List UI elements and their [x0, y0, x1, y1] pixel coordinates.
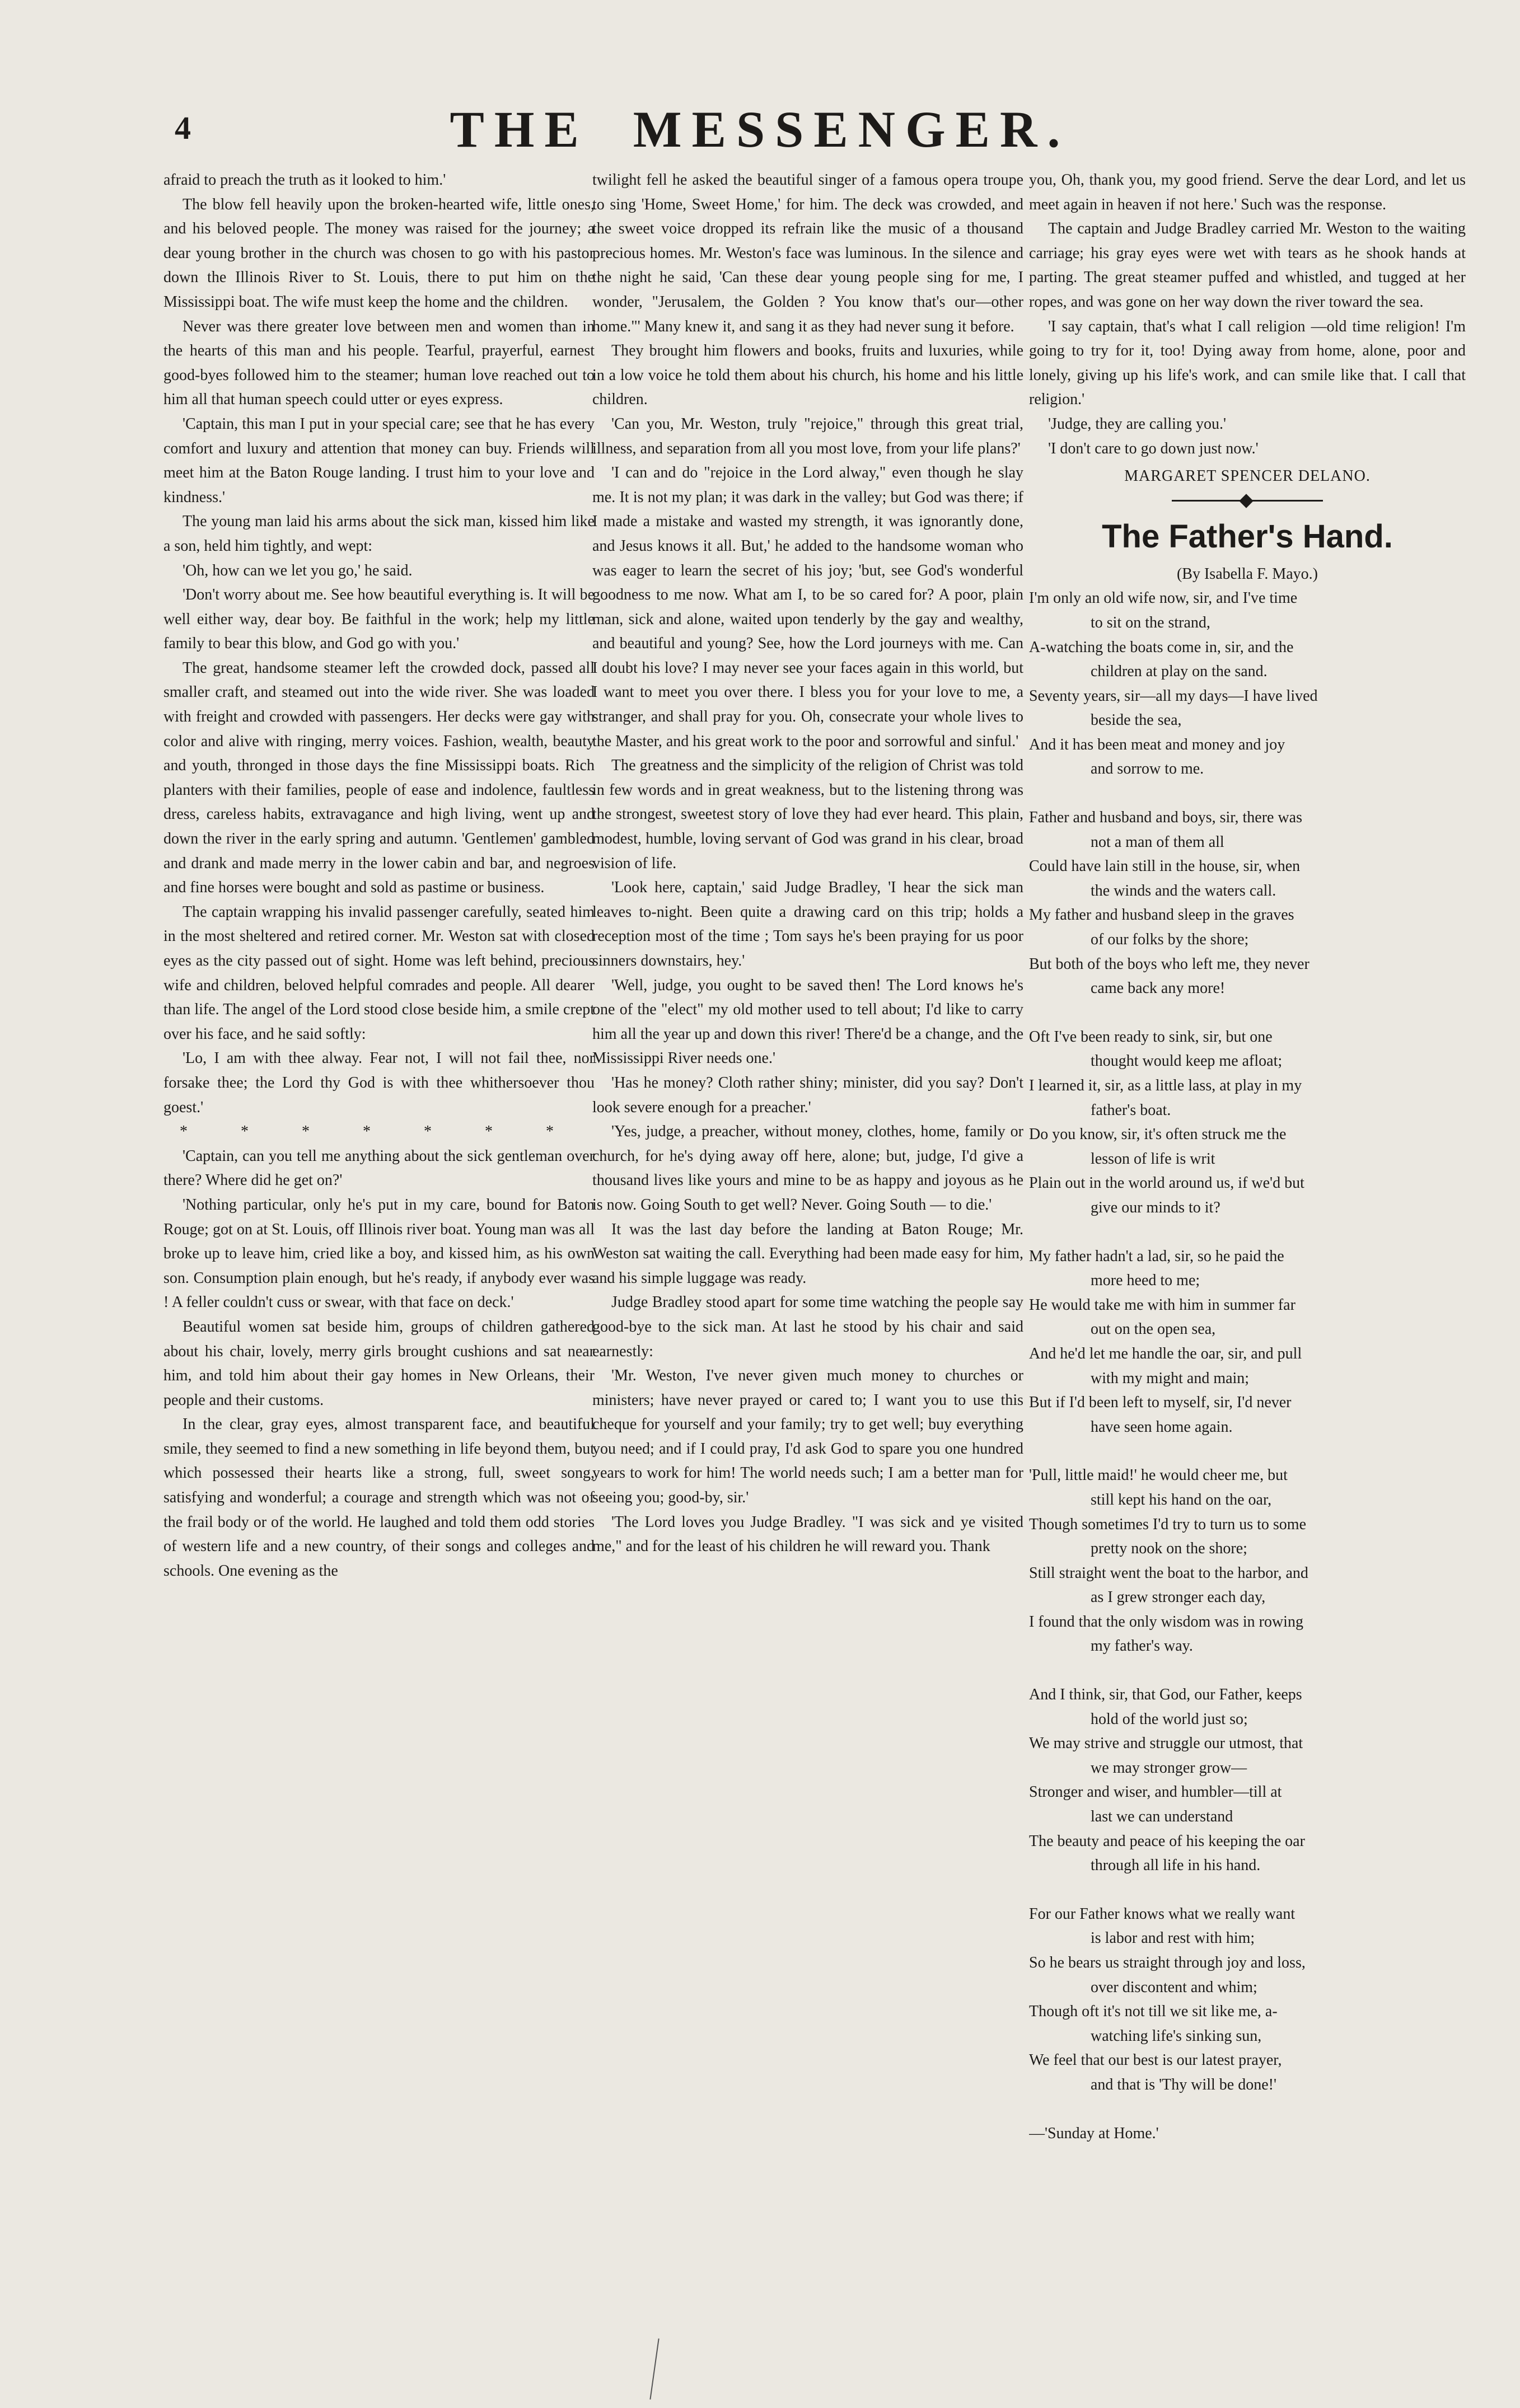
poem-stanza	[1029, 586, 1466, 781]
poem-line: Though oft it's not till we sit like me, a-	[1029, 2003, 1278, 2021]
section-divider	[1172, 500, 1323, 502]
poem-line: And I think, sir, that God, our Father, keeps	[1029, 1686, 1302, 1704]
masthead-title: THE MESSENGER.	[450, 101, 1070, 158]
column-3	[1029, 168, 1466, 2379]
poem-line: Though sometimes I'd try to turn us to some	[1029, 1515, 1307, 1533]
poem-line: Seventy years, sir—all my days—I have lived	[1029, 687, 1318, 705]
poem-stanza	[1029, 805, 1466, 1001]
poem-source: —'Sunday at Home.'	[1029, 2124, 1159, 2142]
poem-line-continuation: and that is 'Thy will be done!'	[1091, 2076, 1277, 2093]
article-paragraph: 'Mr. Weston, I've never given much money to churches or ministers; have never prayed or cared to; I want you to use this cheque for yourself and your family; try to get well; buy everything you need; and if I could pray, I'd ask God to spare you one hundred years to work for him! The world needs such; I am a better man for seeing you; good-by, sir.'	[592, 1367, 1023, 1507]
poem-line: We feel that our best is our latest prayer,	[1029, 2051, 1282, 2069]
poem-line-continuation: beside the sea,	[1091, 711, 1182, 729]
poem-line: And it has been meat and money and joy	[1029, 735, 1285, 753]
poem-line-continuation: watching life's sinking sun,	[1091, 2027, 1262, 2045]
article-paragraph: you, Oh, thank you, my good friend. Serve the dear Lord, and let us meet again in heaven if not here.' Such was the response.	[1029, 171, 1466, 213]
poem-stanza	[1029, 1683, 1466, 1878]
article-paragraph: It was the last day before the landing at Baton Rouge; Mr. Weston sat waiting the call. Everything had been made easy for him, and his simple luggage was ready.	[592, 1220, 1023, 1287]
poem-line-continuation: more heed to me;	[1091, 1272, 1200, 1290]
poem-line: He would take me with him in summer far	[1029, 1296, 1295, 1314]
poem-line: Still straight went the boat to the harbor, and	[1029, 1564, 1308, 1582]
article-paragraph: The captain wrapping his invalid passenger carefully, seated him in the most sheltered and retired corner. Mr. Weston sat with closed eyes as the city passed out of sight. Home was left behind, precious wife and children, beloved helpful comrades and people. All dearer than life. The angel of the Lord stood close beside him, a smile crept over his face, and he said softly:	[163, 903, 595, 1043]
article-paragraph: 'The Lord loves you Judge Bradley. "I was sick and ye visited me," and for the least of his children he will reward you. Thank	[592, 1513, 1023, 1556]
poem-line: A-watching the boats come in, sir, and the	[1029, 638, 1294, 656]
poem-line: Do you know, sir, it's often struck me the	[1029, 1126, 1287, 1144]
poem-line-continuation: out on the open sea,	[1091, 1320, 1216, 1338]
article-paragraph: 'Captain, this man I put in your special care; see that he has every comfort and luxury and attention that money can buy. Friends will meet him at the Baton Rouge landing. I trust him to your love and kindness.'	[163, 415, 595, 506]
poem-line-continuation: through all life in his hand.	[1091, 1857, 1261, 1875]
poem-stanza	[1029, 1244, 1466, 1440]
article-paragraph: 'Look here, captain,' said Judge Bradley, 'I hear the sick man leaves to-night. Been quite a drawing card on this trip; holds a reception most of the time ; Tom says he's been praying for us poor sinners downstairs, hey.'	[592, 879, 1023, 969]
article-paragraph: The captain and Judge Bradley carried Mr. Weston to the waiting carriage; his gray eyes were wet with tears as he shook hands at parting. The great steamer puffed and whistled, and tugged at her ropes, and was gone on her way down the river toward the sea.	[1029, 220, 1466, 311]
poem-stanza	[1029, 1902, 1466, 2097]
section-break: * * * * * * *	[180, 1123, 578, 1141]
poem-line: I found that the only wisdom was in rowing	[1029, 1613, 1303, 1631]
article-paragraph: 'Captain, can you tell me anything about the sick gentleman over there? Where did he get on?'	[163, 1147, 595, 1189]
article-paragraph: 'Nothing particular, only he's put in my care, bound for Baton Rouge; got on at St. Louis, off Illinois river boat. Young man was all broke up to leave him, cried like a boy, and kissed him, as his own son. Consumption plain enough, but he's ready, if anybody ever was ! A feller couldn't cuss or swear, with that face on deck.'	[163, 1196, 595, 1311]
article-paragraph: 'Don't worry about me. See how beautiful everything is. It will be well either way, dear boy. Be faithful in the work; help my little family to bear this blow, and God go with you.'	[163, 586, 595, 653]
poem-line-continuation: of our folks by the shore;	[1091, 931, 1249, 949]
poem-stanza	[1029, 1025, 1466, 1220]
article-paragraph: The blow fell heavily upon the broken-hearted wife, little ones, and his beloved people. The money was raised for the journey; a dear young brother in the church was chosen to go with his pastor down the Illinois River to St. Louis, there to put him on the Mississippi boat. The wife must keep the home and the children.	[163, 195, 595, 311]
article-paragraph: 'Oh, how can we let you go,' he said.	[183, 561, 413, 579]
poem-line: But both of the boys who left me, they never	[1029, 955, 1309, 973]
column-1	[163, 168, 595, 2379]
poem-line-continuation: not a man of them all	[1091, 833, 1224, 851]
poem-line-continuation: have seen home again.	[1091, 1418, 1233, 1436]
poem-line-continuation: as I grew stronger each day,	[1091, 1589, 1266, 1606]
poem-line: I'm only an old wife now, sir, and I've time	[1029, 589, 1298, 607]
article-paragraph: 'I can and do "rejoice in the Lord alway," even though he slay me. It is not my plan; it was dark in the valley; but God was there; if I made a mistake and wasted my strength, it was ignorantly done, and Jesus knows it all. But,' he added to the handsome woman who was eager to learn the secret of his joy; 'but, see God's wonderful goodness to me now. What am I, to be so cared for? A poor, plain man, sick and alone, waited upon tenderly by the gay and wealthy, and beautiful and young? See, how the Lord journeys with me. Can I doubt his love? I may never see your faces again in this world, but I want to meet you over there. I bless you for your love to me, a stranger, and shall pray for you. Oh, consecrate your whole lives to the Master, and his great work to the poor and sorrowful and sinful.'	[592, 464, 1023, 750]
poem-line: But if I'd been left to myself, sir, I'd never	[1029, 1394, 1292, 1412]
poem-line: So he bears us straight through joy and loss,	[1029, 1954, 1306, 1971]
poem-line: Could have lain still in the house, sir, when	[1029, 858, 1301, 875]
article-paragraph: 'I say captain, that's what I call religion —old time religion! I'm going to try for it, too! Dying away from home, alone, poor and lonely, giving up his life's work, and can smile like that. I call that religion.'	[1029, 317, 1466, 409]
poem-line-continuation: thought would keep me afloat;	[1091, 1052, 1283, 1070]
poem-byline: (By Isabella F. Mayo.)	[1176, 565, 1318, 583]
poem-line: We may strive and struggle our utmost, that	[1029, 1735, 1303, 1753]
column-2	[592, 168, 1023, 2379]
poem-title: The Father's Hand.	[1102, 518, 1393, 555]
poem-stanza	[1029, 1463, 1466, 1659]
page-number: 4	[175, 110, 191, 146]
article-paragraph: 'Judge, they are calling you.'	[1048, 415, 1226, 433]
poem-line-continuation: is labor and rest with him;	[1091, 1929, 1255, 1947]
poem-line: My father and husband sleep in the graves	[1029, 906, 1294, 924]
poem-line-continuation: give our minds to it?	[1091, 1198, 1220, 1216]
article-paragraph: 'Has he money? Cloth rather shiny; minister, did you say? Don't look severe enough for a preacher.'	[592, 1074, 1023, 1116]
poem-line-continuation: pretty nook on the shore;	[1091, 1540, 1247, 1558]
poem-line-continuation: the winds and the waters call.	[1091, 882, 1276, 900]
poem-line-continuation: lesson of life is writ	[1091, 1150, 1215, 1168]
poem-line: For our Father knows what we really want	[1029, 1905, 1295, 1923]
poem-body	[1029, 586, 1466, 2097]
article-paragraph: afraid to preach the truth as it looked to him.'	[163, 171, 446, 189]
article-paragraph: In the clear, gray eyes, almost transparent face, and beautiful smile, they seemed to find a new something in life beyond them, but which possessed their hearts like a strong, full, sweet song, satisfying and wonderful; a courage and strength which was not of the frail body or of the world. He laughed and told them odd stories of western life and a new country, of their songs and colleges and schools. One evening as the	[163, 1416, 595, 1580]
article-paragraph: The great, handsome steamer left the crowded dock, passed all smaller craft, and steamed out into the wide river. She was loaded with freight and crowded with passengers. Her decks were gay with color and alive with ringing, merry voices. Fashion, wealth, beauty and youth, thronged in those days the fine Mississippi boats. Rich planters with their families, people of ease and indolence, faultless dress, careless habits, extravagance and high living, went up and down the river in the early spring and autumn. 'Gentlemen' gambled and drank and made merry in the lower cabin and bar, and negroes and fine horses were bought and sold as pastime or business.	[163, 659, 595, 897]
article-paragraph: 'Can you, Mr. Weston, truly "rejoice," through this great trial, illness, and separation from all you most love, from your life plans?'	[592, 415, 1023, 457]
poem-line: Plain out in the world around us, if we'd but	[1029, 1174, 1304, 1192]
poem-line-continuation: still kept his hand on the oar,	[1091, 1491, 1272, 1508]
poem-line: The beauty and peace of his keeping the oar	[1029, 1832, 1305, 1850]
poem-line-continuation: father's boat.	[1091, 1101, 1171, 1119]
poem-line: 'Pull, little maid!' he would cheer me, but	[1029, 1467, 1288, 1484]
article-paragraph: Never was there greater love between men and women than in the hearts of this man and his people. Tearful, prayerful, earnest good-byes followed him to the steamer; human love reached out to him all that human speech could utter or eyes express.	[163, 317, 595, 409]
poem-line: I learned it, sir, as a little lass, at play in my	[1029, 1077, 1302, 1094]
poem-line-continuation: over discontent and whim;	[1091, 1978, 1257, 1996]
article-paragraph: twilight fell he asked the beautiful singer of a famous opera troupe to sing 'Home, Sweet Home,' for him. The deck was crowded, and the sweet voice dropped its refrain like the music of a thousand precious homes. Mr. Weston's face was luminous. In the silence and the night he said, 'Can these dear young people sing for me, I wonder, "Jerusalem, the Golden ? You know that's our—other home."' Many knew it, and sang it as they had never sung it before.	[592, 171, 1023, 335]
article-paragraph: The young man laid his arms about the sick man, kissed him like a son, held him tightly, and wept:	[163, 513, 595, 555]
article-paragraph: The greatness and the simplicity of the religion of Christ was told in few words and in great weakness, but to the listening throng was the strongest, sweetest story of love they had ever heard. This plain, modest, humble, loving servant of God was grand in his clear, broad vision of life.	[592, 757, 1023, 872]
poem-line: And he'd let me handle the oar, sir, and pull	[1029, 1344, 1302, 1362]
article-paragraph: 'I don't care to go down just now.'	[1048, 439, 1259, 457]
poem-line: Father and husband and boys, sir, there was	[1029, 809, 1302, 827]
poem-line: Stronger and wiser, and humbler—till at	[1029, 1783, 1282, 1801]
poem-line-continuation: to sit on the strand,	[1091, 613, 1210, 631]
poem-line-continuation: children at play on the sand.	[1091, 663, 1268, 681]
article-paragraph: They brought him flowers and books, fruits and luxuries, while in a low voice he told them about his church, his home and his little children.	[592, 342, 1023, 409]
article-paragraph: 'Lo, I am with thee alway. Fear not, I will not fail thee, nor forsake thee; the Lord thy God is with thee whithersoever thou goest.'	[163, 1050, 595, 1116]
poem-line-continuation: came back any more!	[1091, 980, 1226, 997]
article-paragraph: 'Yes, judge, a preacher, without money, clothes, home, family or church, for he's dying away off here, alone; but, judge, I'd give a thousand lives like yours and mine to be as happy and joyous as he is now. Going South to get well? Never. Going South — to die.'	[592, 1123, 1023, 1214]
article-paragraph: 'Well, judge, you ought to be saved then! The Lord knows he's one of the "elect" my old mother used to tell about; I'd like to carry him all the year up and down this river! There'd be a change, and the Mississippi River needs one.'	[592, 976, 1023, 1067]
poem-line-continuation: last we can understand	[1091, 1808, 1233, 1826]
poem-line-continuation: and sorrow to me.	[1091, 760, 1204, 778]
poem-line-continuation: with my might and main;	[1091, 1369, 1250, 1387]
poem-line-continuation: hold of the world just so;	[1091, 1710, 1248, 1728]
poem-line: My father hadn't a lad, sir, so he paid the	[1029, 1247, 1284, 1265]
article-paragraph: Judge Bradley stood apart for some time watching the people say good-bye to the sick man. At last he stood by his chair and said earnestly:	[592, 1294, 1023, 1360]
poem-line: Oft I've been ready to sink, sir, but one	[1029, 1028, 1273, 1046]
author-signature: MARGARET SPENCER DELANO.	[1124, 467, 1371, 485]
poem-line-continuation: we may stronger grow—	[1091, 1759, 1247, 1777]
poem-line-continuation: my father's way.	[1091, 1637, 1193, 1655]
article-paragraph: Beautiful women sat beside him, groups of children gathered about his chair, lovely, merry girls brought cushions and sat near him, and told him about their gay homes in New Orleans, their people and their customs.	[163, 1318, 595, 1409]
